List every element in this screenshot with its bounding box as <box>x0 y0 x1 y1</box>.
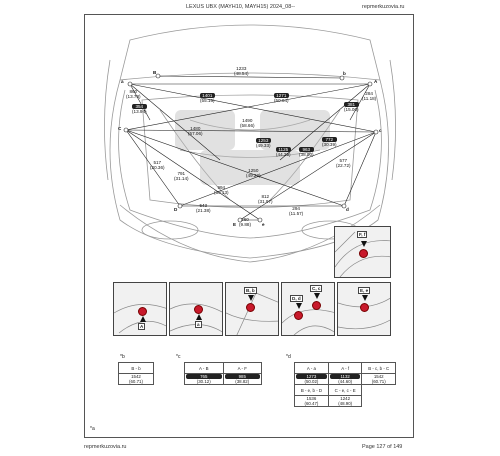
dimension-label: 354 (13.94) <box>132 104 147 114</box>
table-title-d: *d <box>286 354 291 360</box>
dimension-label: 260 (9.88) <box>239 217 252 227</box>
measurement-hole <box>246 303 255 312</box>
dimension-label: 1233 (48.54) <box>234 66 249 76</box>
inset-label: B, b <box>246 288 255 293</box>
table-cell: 1242 (48.90) <box>328 396 362 407</box>
inset-label: D, d <box>292 296 301 301</box>
pointer-arrow <box>362 295 368 301</box>
dimension-label: 1490 (58.66) <box>240 118 255 128</box>
inset-label: a <box>197 322 200 327</box>
table-cell: 1542 (60.71) <box>119 374 154 385</box>
dimension-label: 1271 (50.04) <box>274 93 289 103</box>
measurement-hole <box>294 311 303 320</box>
table-cell: A - F <box>223 363 262 374</box>
detail-inset-Dd <box>281 282 335 336</box>
table-cell: 1132 (44.60) <box>328 374 362 385</box>
table-cell <box>362 396 396 407</box>
point-label-b: b <box>343 71 346 76</box>
table-cell: A - f <box>328 363 362 374</box>
measurement-hole <box>360 303 369 312</box>
dimension-label: 860 (13.78) <box>126 89 141 99</box>
dimension-label: 284 (11.18) <box>362 91 377 101</box>
dimension-label: 1480 (57.06) <box>188 126 203 136</box>
dimension-label: 517 (20.36) <box>150 160 165 170</box>
point-label-d: d <box>346 207 349 212</box>
dimension-label: 994 (39.13) <box>214 185 229 195</box>
pointer-arrow <box>361 241 367 247</box>
dimension-label: 1401 (55.16) <box>200 93 215 103</box>
detail-inset-a <box>169 282 223 336</box>
point-label-E: E <box>233 222 237 227</box>
inset-label: E, e <box>360 288 369 293</box>
dimension-label: 812 (31.97) <box>258 194 273 204</box>
doc-header-title: LEXUS UBX (MAYH10, MAYH15) 2024_08-- <box>186 4 295 10</box>
point-label-D: D <box>174 207 178 212</box>
inset-label: F, f <box>359 232 366 237</box>
dimension-table-c <box>184 362 262 385</box>
table-cell: 985 (38.82) <box>223 374 262 385</box>
table-cell: 1273 (50.02) <box>295 374 329 385</box>
detail-inset-A <box>113 282 167 336</box>
measurement-hole <box>194 305 203 314</box>
pointer-arrow <box>196 314 202 320</box>
measurement-hole <box>138 307 147 316</box>
table-title-c: *c <box>176 354 181 360</box>
pointer-arrow <box>140 316 146 322</box>
legend-marker: *a <box>90 426 95 432</box>
dimension-label: 577 (22.72) <box>336 158 351 168</box>
pointer-arrow <box>314 293 320 299</box>
dimension-label: 963 (38.00) <box>299 147 314 157</box>
dimension-label: 1250 (49.22) <box>246 168 261 178</box>
measurement-hole <box>359 249 368 258</box>
table-cell: B - e, b - D <box>295 385 329 396</box>
table-cell: B - c, b - C <box>362 363 396 374</box>
inset-label: A <box>140 324 144 329</box>
dimension-label: 294 (11.57) <box>289 206 304 216</box>
doc-footer-site: repmerkuzovia.ru <box>84 444 127 450</box>
point-label-c: c <box>379 128 382 133</box>
pointer-arrow <box>296 303 302 309</box>
table-cell: 765 (30.12) <box>185 374 224 385</box>
dimension-label: 772 (30.39) <box>322 137 337 147</box>
point-label-C: C <box>118 126 122 131</box>
table-cell: A - B <box>185 363 224 374</box>
table-cell <box>362 385 396 396</box>
table-title-b: *b <box>120 354 125 360</box>
measurement-hole <box>312 301 321 310</box>
table-cell: 1542 (60.71) <box>362 374 396 385</box>
point-label-e: e <box>262 222 265 227</box>
dimension-table-b <box>118 362 154 385</box>
dimension-label: 381 (15.00) <box>344 102 359 112</box>
detail-inset-Bb <box>225 282 279 336</box>
dimension-table-d <box>294 362 396 407</box>
point-label-B: B <box>153 70 157 75</box>
table-cell: A - a <box>295 363 329 374</box>
doc-footer-page: Page 127 of 149 <box>362 444 403 450</box>
detail-inset-Ee <box>337 282 391 336</box>
inset-label: C, c <box>312 286 321 291</box>
dimension-label: 1253 (49.33) <box>256 138 271 148</box>
detail-inset-f <box>334 226 391 278</box>
point-label-A: A <box>374 79 378 84</box>
table-cell: 1536 (60.47) <box>295 396 329 407</box>
doc-header-site: repmerkuzovia.ru <box>362 4 405 10</box>
point-label-a: a <box>121 79 124 84</box>
table-cell: B - b <box>119 363 154 374</box>
pointer-arrow <box>248 295 254 301</box>
dimension-label: 543 (21.38) <box>196 203 211 213</box>
table-cell: C - e, c - E <box>328 385 362 396</box>
dimension-label: 1125 (44.29) <box>276 147 291 157</box>
dimension-label: 791 (31.14) <box>174 171 189 181</box>
